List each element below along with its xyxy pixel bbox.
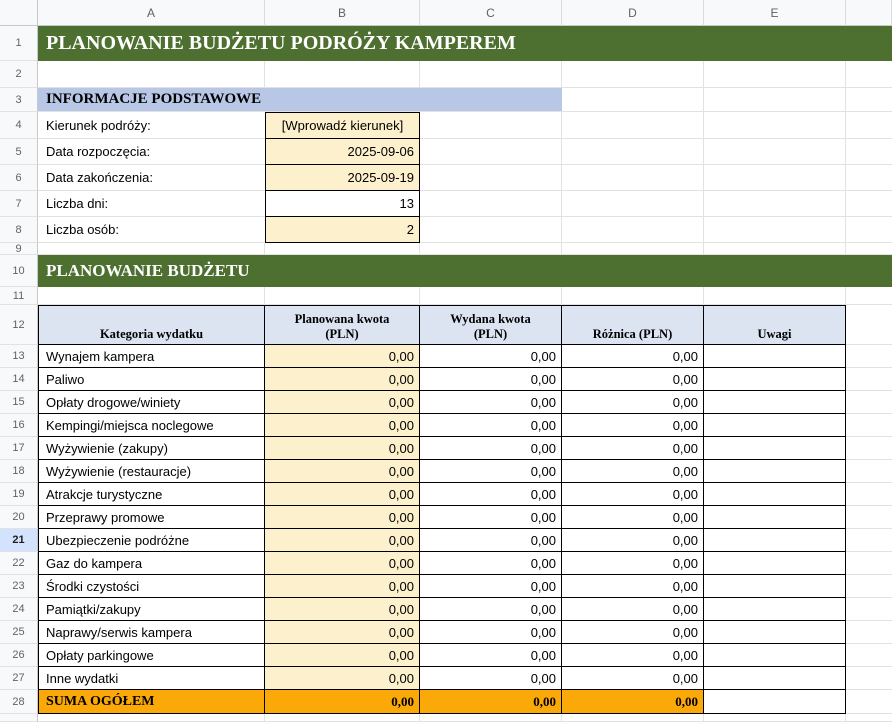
empty-cell[interactable] — [846, 191, 892, 217]
diff-cell[interactable]: 0,00 — [562, 460, 704, 483]
category-cell[interactable]: Przeprawy promowe — [38, 506, 265, 529]
diff-cell[interactable]: 0,00 — [562, 529, 704, 552]
row-header[interactable]: 5 — [0, 139, 38, 165]
spent-cell[interactable]: 0,00 — [420, 621, 562, 644]
row-header[interactable]: 6 — [0, 165, 38, 191]
diff-cell[interactable]: 0,00 — [562, 437, 704, 460]
empty-cell[interactable] — [420, 191, 562, 217]
spent-cell[interactable]: 0,00 — [420, 391, 562, 414]
table-header-category[interactable] — [38, 305, 265, 345]
notes-cell[interactable] — [704, 460, 846, 483]
empty-cell[interactable] — [846, 345, 892, 368]
notes-cell[interactable] — [704, 391, 846, 414]
notes-cell[interactable] — [704, 529, 846, 552]
empty-cell[interactable] — [562, 714, 704, 722]
empty-cell[interactable] — [846, 139, 892, 165]
empty-cell[interactable] — [846, 644, 892, 667]
empty-cell[interactable] — [846, 217, 892, 243]
notes-cell[interactable] — [704, 483, 846, 506]
planned-cell[interactable]: 0,00 — [265, 598, 420, 621]
empty-cell[interactable] — [846, 368, 892, 391]
empty-cell[interactable] — [846, 460, 892, 483]
table-header-diff[interactable] — [562, 305, 704, 345]
table-row — [0, 598, 892, 621]
empty-cell[interactable] — [265, 287, 420, 305]
empty-cell[interactable] — [846, 414, 892, 437]
table-row — [0, 391, 892, 414]
category-cell[interactable]: Pamiątki/zakupy — [38, 598, 265, 621]
empty-cell[interactable] — [846, 61, 892, 88]
row-header[interactable]: 2 — [0, 61, 38, 88]
spent-cell[interactable]: 0,00 — [420, 368, 562, 391]
total-spent-cell[interactable]: 0,00 — [420, 690, 562, 714]
row-header[interactable]: 9 — [0, 243, 38, 255]
category-cell[interactable]: Atrakcje turystyczne — [38, 483, 265, 506]
total-row — [0, 690, 892, 714]
spent-cell[interactable]: 0,00 — [420, 644, 562, 667]
row-header[interactable]: 15 — [0, 391, 38, 414]
category-cell[interactable]: Inne wydatki — [38, 667, 265, 690]
table-header-notes-label: Uwagi — [757, 326, 792, 341]
info-label-days[interactable]: Liczba dni: — [38, 191, 265, 217]
row-header[interactable]: 20 — [0, 506, 38, 529]
empty-cell[interactable] — [562, 165, 704, 191]
empty-cell[interactable] — [562, 61, 704, 88]
table-row — [0, 644, 892, 667]
empty-cell[interactable] — [846, 575, 892, 598]
category-cell[interactable]: Naprawy/serwis kampera — [38, 621, 265, 644]
table-header-planned[interactable] — [265, 305, 420, 345]
row-header-selected[interactable]: 21 — [0, 529, 38, 552]
spent-cell[interactable]: 0,00 — [420, 529, 562, 552]
category-cell[interactable]: Środki czystości — [38, 575, 265, 598]
empty-cell[interactable] — [265, 714, 420, 722]
row-header[interactable]: 13 — [0, 345, 38, 368]
category-cell[interactable]: Gaz do kampera — [38, 552, 265, 575]
planned-cell[interactable]: 0,00 — [265, 621, 420, 644]
table-header-notes[interactable] — [704, 305, 846, 345]
empty-cell[interactable] — [846, 598, 892, 621]
empty-cell[interactable] — [846, 714, 892, 722]
table-row — [0, 345, 892, 368]
planned-cell[interactable]: 0,00 — [265, 345, 420, 368]
empty-cell[interactable] — [420, 139, 562, 165]
table-header-diff-label: Różnica (PLN) — [592, 326, 673, 341]
empty-cell[interactable] — [846, 690, 892, 714]
empty-cell[interactable] — [38, 243, 265, 255]
total-notes-cell[interactable] — [704, 690, 846, 714]
notes-cell[interactable] — [704, 345, 846, 368]
empty-cell[interactable] — [704, 61, 846, 88]
table-row — [0, 552, 892, 575]
empty-cell[interactable] — [846, 165, 892, 191]
table-row — [0, 529, 892, 552]
empty-cell[interactable] — [38, 714, 265, 722]
empty-cell[interactable] — [704, 191, 846, 217]
spent-cell[interactable]: 0,00 — [420, 437, 562, 460]
table-header-spent[interactable] — [420, 305, 562, 345]
row-header[interactable]: 27 — [0, 667, 38, 690]
notes-cell[interactable] — [704, 644, 846, 667]
row-header[interactable]: 17 — [0, 437, 38, 460]
empty-cell[interactable] — [562, 88, 704, 112]
select-all-corner[interactable] — [0, 0, 38, 26]
category-cell[interactable]: Opłaty parkingowe — [38, 644, 265, 667]
planned-cell[interactable]: 0,00 — [265, 644, 420, 667]
section-header-budget[interactable]: PLANOWANIE BUDŻETU — [38, 255, 892, 287]
empty-cell[interactable] — [704, 217, 846, 243]
empty-cell[interactable] — [846, 552, 892, 575]
diff-cell[interactable]: 0,00 — [562, 483, 704, 506]
planned-cell[interactable]: 0,00 — [265, 414, 420, 437]
category-cell[interactable]: Opłaty drogowe/winiety — [38, 391, 265, 414]
notes-cell[interactable] — [704, 621, 846, 644]
row-header[interactable]: 4 — [0, 112, 38, 139]
column-header-d[interactable]: D — [562, 0, 704, 26]
row-header[interactable]: 18 — [0, 460, 38, 483]
row-header[interactable]: 14 — [0, 368, 38, 391]
spent-cell[interactable]: 0,00 — [420, 345, 562, 368]
empty-cell[interactable] — [846, 287, 892, 305]
empty-cell[interactable] — [562, 243, 704, 255]
diff-cell[interactable]: 0,00 — [562, 391, 704, 414]
empty-cell[interactable] — [562, 217, 704, 243]
planned-cell[interactable]: 0,00 — [265, 552, 420, 575]
spent-cell[interactable]: 0,00 — [420, 414, 562, 437]
empty-cell[interactable] — [420, 287, 562, 305]
column-header-row — [0, 0, 892, 26]
table-row — [0, 667, 892, 690]
empty-cell[interactable] — [846, 483, 892, 506]
empty-cell[interactable] — [420, 165, 562, 191]
notes-cell[interactable] — [704, 506, 846, 529]
empty-cell[interactable] — [704, 88, 846, 112]
empty-cell[interactable] — [420, 61, 562, 88]
row-header[interactable] — [0, 714, 38, 722]
diff-cell[interactable]: 0,00 — [562, 644, 704, 667]
notes-cell[interactable] — [704, 437, 846, 460]
empty-cell[interactable] — [420, 112, 562, 139]
diff-cell[interactable]: 0,00 — [562, 667, 704, 690]
empty-cell[interactable] — [846, 506, 892, 529]
row-header[interactable]: 10 — [0, 255, 38, 287]
empty-cell[interactable] — [265, 243, 420, 255]
category-cell[interactable]: Paliwo — [38, 368, 265, 391]
planned-cell[interactable]: 0,00 — [265, 368, 420, 391]
category-cell[interactable]: Kempingi/miejsca noclegowe — [38, 414, 265, 437]
info-label-start-date[interactable]: Data rozpoczęcia: — [38, 139, 265, 165]
diff-cell[interactable]: 0,00 — [562, 368, 704, 391]
planned-cell[interactable]: 0,00 — [265, 667, 420, 690]
row-header[interactable]: 16 — [0, 414, 38, 437]
empty-cell[interactable] — [38, 61, 265, 88]
empty-cell[interactable] — [846, 243, 892, 255]
category-cell[interactable]: Wynajem kampera — [38, 345, 265, 368]
spent-cell[interactable]: 0,00 — [420, 506, 562, 529]
planned-cell[interactable]: 0,00 — [265, 437, 420, 460]
title-banner[interactable]: PLANOWANIE BUDŻETU PODRÓŻY KAMPEREM — [38, 26, 892, 61]
column-header-c[interactable]: C — [420, 0, 562, 26]
planned-cell[interactable]: 0,00 — [265, 460, 420, 483]
table-row — [0, 506, 892, 529]
empty-cell[interactable] — [846, 437, 892, 460]
empty-cell[interactable] — [562, 112, 704, 139]
empty-cell[interactable] — [420, 243, 562, 255]
info-value-start-date[interactable]: 2025-09-06 — [265, 139, 420, 165]
info-label-end-date[interactable]: Data zakończenia: — [38, 165, 265, 191]
empty-cell[interactable] — [38, 287, 265, 305]
empty-cell[interactable] — [704, 287, 846, 305]
empty-cell[interactable] — [265, 61, 420, 88]
notes-cell[interactable] — [704, 667, 846, 690]
table-row — [0, 575, 892, 598]
category-cell[interactable]: Wyżywienie (restauracje) — [38, 460, 265, 483]
info-value-end-date[interactable]: 2025-09-19 — [265, 165, 420, 191]
empty-cell[interactable] — [562, 191, 704, 217]
info-value-days[interactable]: 13 — [265, 191, 420, 217]
empty-cell[interactable] — [704, 165, 846, 191]
table-row — [0, 460, 892, 483]
diff-cell[interactable]: 0,00 — [562, 506, 704, 529]
row-header[interactable]: 1 — [0, 26, 38, 61]
row-header[interactable]: 24 — [0, 598, 38, 621]
planned-cell[interactable]: 0,00 — [265, 483, 420, 506]
table-header-spent-label: Wydana kwota (PLN) — [450, 312, 531, 341]
row-header[interactable]: 7 — [0, 191, 38, 217]
table-row — [0, 414, 892, 437]
row-header[interactable]: 11 — [0, 287, 38, 305]
column-header-b[interactable]: B — [265, 0, 420, 26]
table-row — [0, 483, 892, 506]
column-header-a[interactable]: A — [38, 0, 265, 26]
total-planned-cell[interactable]: 0,00 — [265, 690, 420, 714]
spent-cell[interactable]: 0,00 — [420, 460, 562, 483]
column-header-e[interactable]: E — [704, 0, 846, 26]
spent-cell[interactable]: 0,00 — [420, 598, 562, 621]
empty-cell[interactable] — [420, 714, 562, 722]
row-header[interactable]: 12 — [0, 305, 38, 345]
spent-cell[interactable]: 0,00 — [420, 667, 562, 690]
diff-cell[interactable]: 0,00 — [562, 598, 704, 621]
spent-cell[interactable]: 0,00 — [420, 483, 562, 506]
category-cell[interactable]: Ubezpieczenie podróżne — [38, 529, 265, 552]
empty-cell[interactable] — [846, 621, 892, 644]
table-row — [0, 621, 892, 644]
empty-cell[interactable] — [704, 714, 846, 722]
planned-cell[interactable]: 0,00 — [265, 575, 420, 598]
total-label-cell[interactable]: SUMA OGÓŁEM — [38, 690, 265, 714]
empty-cell[interactable] — [846, 667, 892, 690]
diff-cell[interactable]: 0,00 — [562, 552, 704, 575]
row-header[interactable]: 8 — [0, 217, 38, 243]
column-header-partial[interactable] — [846, 0, 892, 26]
info-value-direction[interactable]: [Wprowadź kierunek] — [265, 112, 420, 139]
row-header[interactable]: 3 — [0, 88, 38, 112]
empty-cell[interactable] — [846, 112, 892, 139]
planned-cell[interactable]: 0,00 — [265, 529, 420, 552]
diff-cell[interactable]: 0,00 — [562, 621, 704, 644]
info-label-persons[interactable]: Liczba osób: — [38, 217, 265, 243]
diff-cell[interactable]: 0,00 — [562, 414, 704, 437]
row-header[interactable]: 23 — [0, 575, 38, 598]
notes-cell[interactable] — [704, 575, 846, 598]
table-header-planned-label: Planowana kwota (PLN) — [294, 312, 390, 341]
planned-cell[interactable]: 0,00 — [265, 391, 420, 414]
planned-cell[interactable]: 0,00 — [265, 506, 420, 529]
diff-cell[interactable]: 0,00 — [562, 575, 704, 598]
notes-cell[interactable] — [704, 552, 846, 575]
row-header[interactable]: 26 — [0, 644, 38, 667]
section-header-info[interactable]: INFORMACJE PODSTAWOWE — [38, 88, 562, 112]
notes-cell[interactable] — [704, 414, 846, 437]
empty-cell[interactable] — [704, 139, 846, 165]
empty-cell[interactable] — [846, 88, 892, 112]
empty-cell[interactable] — [846, 305, 892, 345]
category-cell[interactable]: Wyżywienie (zakupy) — [38, 437, 265, 460]
empty-cell[interactable] — [562, 139, 704, 165]
empty-cell[interactable] — [562, 287, 704, 305]
table-row — [0, 437, 892, 460]
info-value-persons[interactable]: 2 — [265, 217, 420, 243]
notes-cell[interactable] — [704, 368, 846, 391]
diff-cell[interactable]: 0,00 — [562, 345, 704, 368]
empty-cell[interactable] — [704, 112, 846, 139]
notes-cell[interactable] — [704, 598, 846, 621]
spent-cell[interactable]: 0,00 — [420, 575, 562, 598]
row-header[interactable]: 22 — [0, 552, 38, 575]
table-header-category-label: Kategoria wydatku — [99, 326, 204, 341]
spent-cell[interactable]: 0,00 — [420, 552, 562, 575]
empty-cell[interactable] — [704, 243, 846, 255]
empty-cell[interactable] — [846, 391, 892, 414]
empty-cell[interactable] — [846, 529, 892, 552]
total-diff-cell[interactable]: 0,00 — [562, 690, 704, 714]
info-label-direction[interactable]: Kierunek podróży: — [38, 112, 265, 139]
row-header[interactable]: 28 — [0, 690, 38, 714]
table-row — [0, 368, 892, 391]
row-header[interactable]: 19 — [0, 483, 38, 506]
empty-cell[interactable] — [420, 217, 562, 243]
row-header[interactable]: 25 — [0, 621, 38, 644]
